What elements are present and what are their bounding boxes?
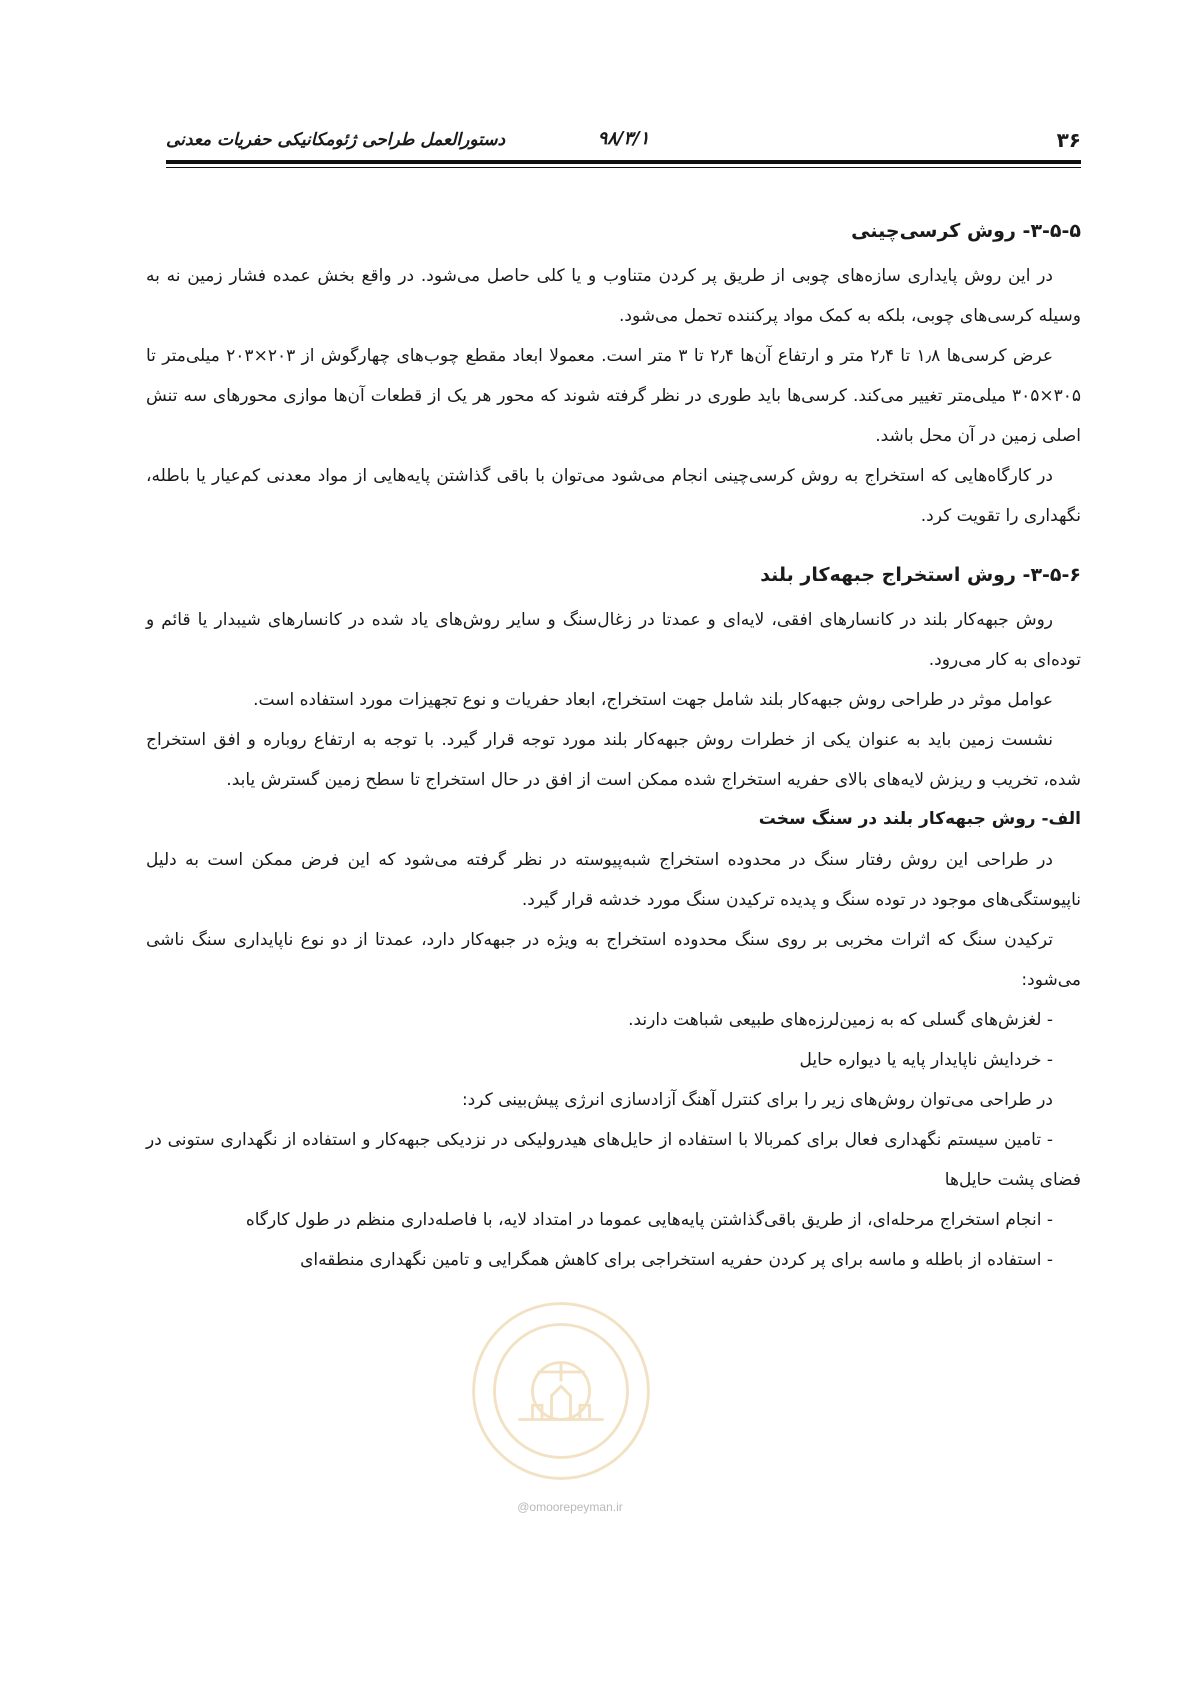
list-item: - استفاده از باطله و ماسه برای پر کردن حفریه استخراجی برای کاهش همگرایی و تامین نگهداری منطقه‌ای [300,1250,1053,1270]
header-rule-thick [166,160,1081,164]
paragraph: عرض کرسی‌ها ۱٫۸ تا ۲٫۴ متر و ارتفاع آن‌ها ۲٫۴ تا ۳ متر است. معمولا ابعاد مقطع چوب‌های چهارگوش از ۲۰۳×۲۰۳ میلی‌متر تا ۳۰۵×۳۰۵ میلی‌متر تغییر می‌کند. کرسی‌ها باید طوری در نظر گرفته شوند که محور هر یک از قطعات آن‌ها موازی محورهای سه تنش اصلی زمین در آن محل باشد. [146,346,1081,446]
watermark-seal-icon [466,1296,656,1486]
section-heading-6: ۳-۵-۶- روش استخراج جبهه‌کار بلند [760,564,1081,586]
paragraph: عوامل موثر در طراحی روش جبهه‌کار بلند شامل جهت استخراج، ابعاد حفریات و نوع تجهیزات مورد استفاده است. [253,690,1053,710]
header-date: ۹۸/۳/۱ [597,128,650,149]
paragraph: در کارگاه‌هایی که استخراج به روش کرسی‌چینی انجام می‌شود می‌توان با باقی گذاشتن پایه‌هایی از مواد معدنی کم‌عیار یا باطله، نگهداری را تقویت کرد. [146,466,1081,526]
section-heading-5: ۳-۵-۵- روش کرسی‌چینی [851,220,1081,242]
paragraph: در این روش پایداری سازه‌های چوبی از طریق پر کردن متناوب و یا کلی حاصل می‌شود. در واقع بخش عمده فشار زمین نه به وسیله کرسی‌های چوبی، بلکه به کمک مواد پرکننده تحمل می‌شود. [146,266,1081,326]
page-header [166,128,1081,152]
list-item: - تامین سیستم نگهداری فعال برای کمربالا با استفاده از حایل‌های هیدرولیکی در نزدیکی جبهه‌کار و استفاده از نگهداری ستونی در فضای پشت حایل‌ها [146,1130,1081,1190]
paragraph: در طراحی می‌توان روش‌های زیر را برای کنترل آهنگ آزادسازی انرژی پیش‌بینی کرد: [461,1090,1053,1110]
list-item: - خردایش ناپایدار پایه یا دیواره حایل [799,1050,1053,1070]
list-item: - انجام استخراج مرحله‌ای، از طریق باقی‌گذاشتن پایه‌هایی عموما در امتداد لایه، با فاصله‌داری منظم در طول کارگاه [245,1210,1053,1230]
subheading-hard-rock: الف- روش جبهه‌کار بلند در سنگ سخت [758,809,1081,829]
watermark-url: @omoorepeyman.ir [517,1500,623,1514]
paragraph: نشست زمین باید به عنوان یکی از خطرات روش جبهه‌کار بلند مورد توجه قرار گیرد. با توجه به ارتفاع روباره و افق استخراج شده، تخریب و ریزش لایه‌های بالای حفریه استخراج شده ممکن است از افق در حال استخراج تا سطح زمین گسترش یابد. [146,730,1081,790]
paragraph: در طراحی این روش رفتار سنگ در محدوده استخراج شبه‌پیوسته در نظر گرفته می‌شود که این فرض ممکن است به دلیل ناپیوستگی‌های موجود در توده سنگ و پدیده ترکیدن سنگ مورد خدشه قرار گیرد. [146,850,1081,910]
paragraph: ترکیدن سنگ که اثرات مخربی بر روی سنگ محدوده استخراج به ویژه در جبهه‌کار دارد، عمدتا از دو نوع ناپایداری سنگ ناشی می‌شود: [146,930,1081,990]
header-rule-thin [166,167,1081,168]
list-item: - لغزش‌های گسلی که به زمین‌لرزه‌های طبیعی شباهت دارند. [628,1010,1053,1030]
document-title: دستورالعمل طراحی ژئومکانیکی حفریات معدنی [166,130,506,150]
page-content [146,208,1081,1280]
paragraph: روش جبهه‌کار بلند در کانسارهای افقی، لایه‌ای و عمدتا در زغال‌سنگ و سایر روش‌های یاد شده در کانسارهای شیبدار یا قائم و توده‌ای به کار می‌رود. [146,610,1081,670]
page-number: ۳۶ [1056,128,1081,152]
